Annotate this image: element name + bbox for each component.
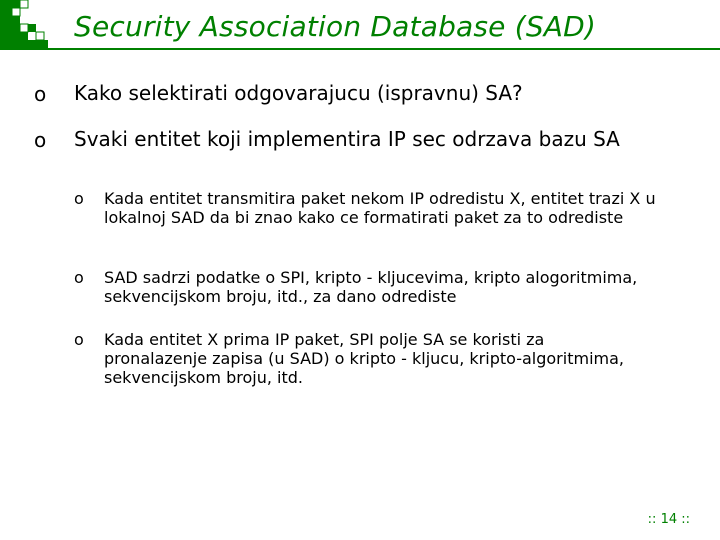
page-number: :: 14 :: bbox=[647, 512, 690, 527]
bullet-text: Kako selektirati odgovarajucu (ispravnu) SA? bbox=[74, 81, 523, 105]
bullet-marker: o bbox=[74, 189, 84, 208]
bullet-marker: o bbox=[34, 82, 47, 106]
bullet-text: Svaki entitet koji implementira IP sec odrzava bazu SA bbox=[74, 127, 620, 151]
corner-decoration bbox=[0, 0, 60, 60]
bullet-marker: o bbox=[34, 128, 47, 152]
title-underline bbox=[48, 48, 720, 50]
sub-bullet-text: Kada entitet transmitira paket nekom IP odredistu X, entitet trazi X u lokalnoj SAD da bi znao kako ce formatirati paket za to odrediste bbox=[104, 189, 656, 228]
bullet-marker: o bbox=[74, 268, 84, 287]
slide-title: Security Association Database (SAD) bbox=[74, 10, 597, 43]
title-bar bbox=[0, 0, 720, 60]
bullet-marker: o bbox=[74, 330, 84, 349]
sub-bullet-text: SAD sadrzi podatke o SPI, kripto - kljucevima, kripto alogoritmima, sekvencijskom broju, itd., za dano odrediste bbox=[104, 268, 638, 307]
sub-bullet-text: Kada entitet X prima IP paket, SPI polje SA se koristi za pronalazenje zapisa (u SAD) o kripto - kljucu, kripto-algoritmima, sekvencijskom broju, itd. bbox=[104, 330, 624, 388]
